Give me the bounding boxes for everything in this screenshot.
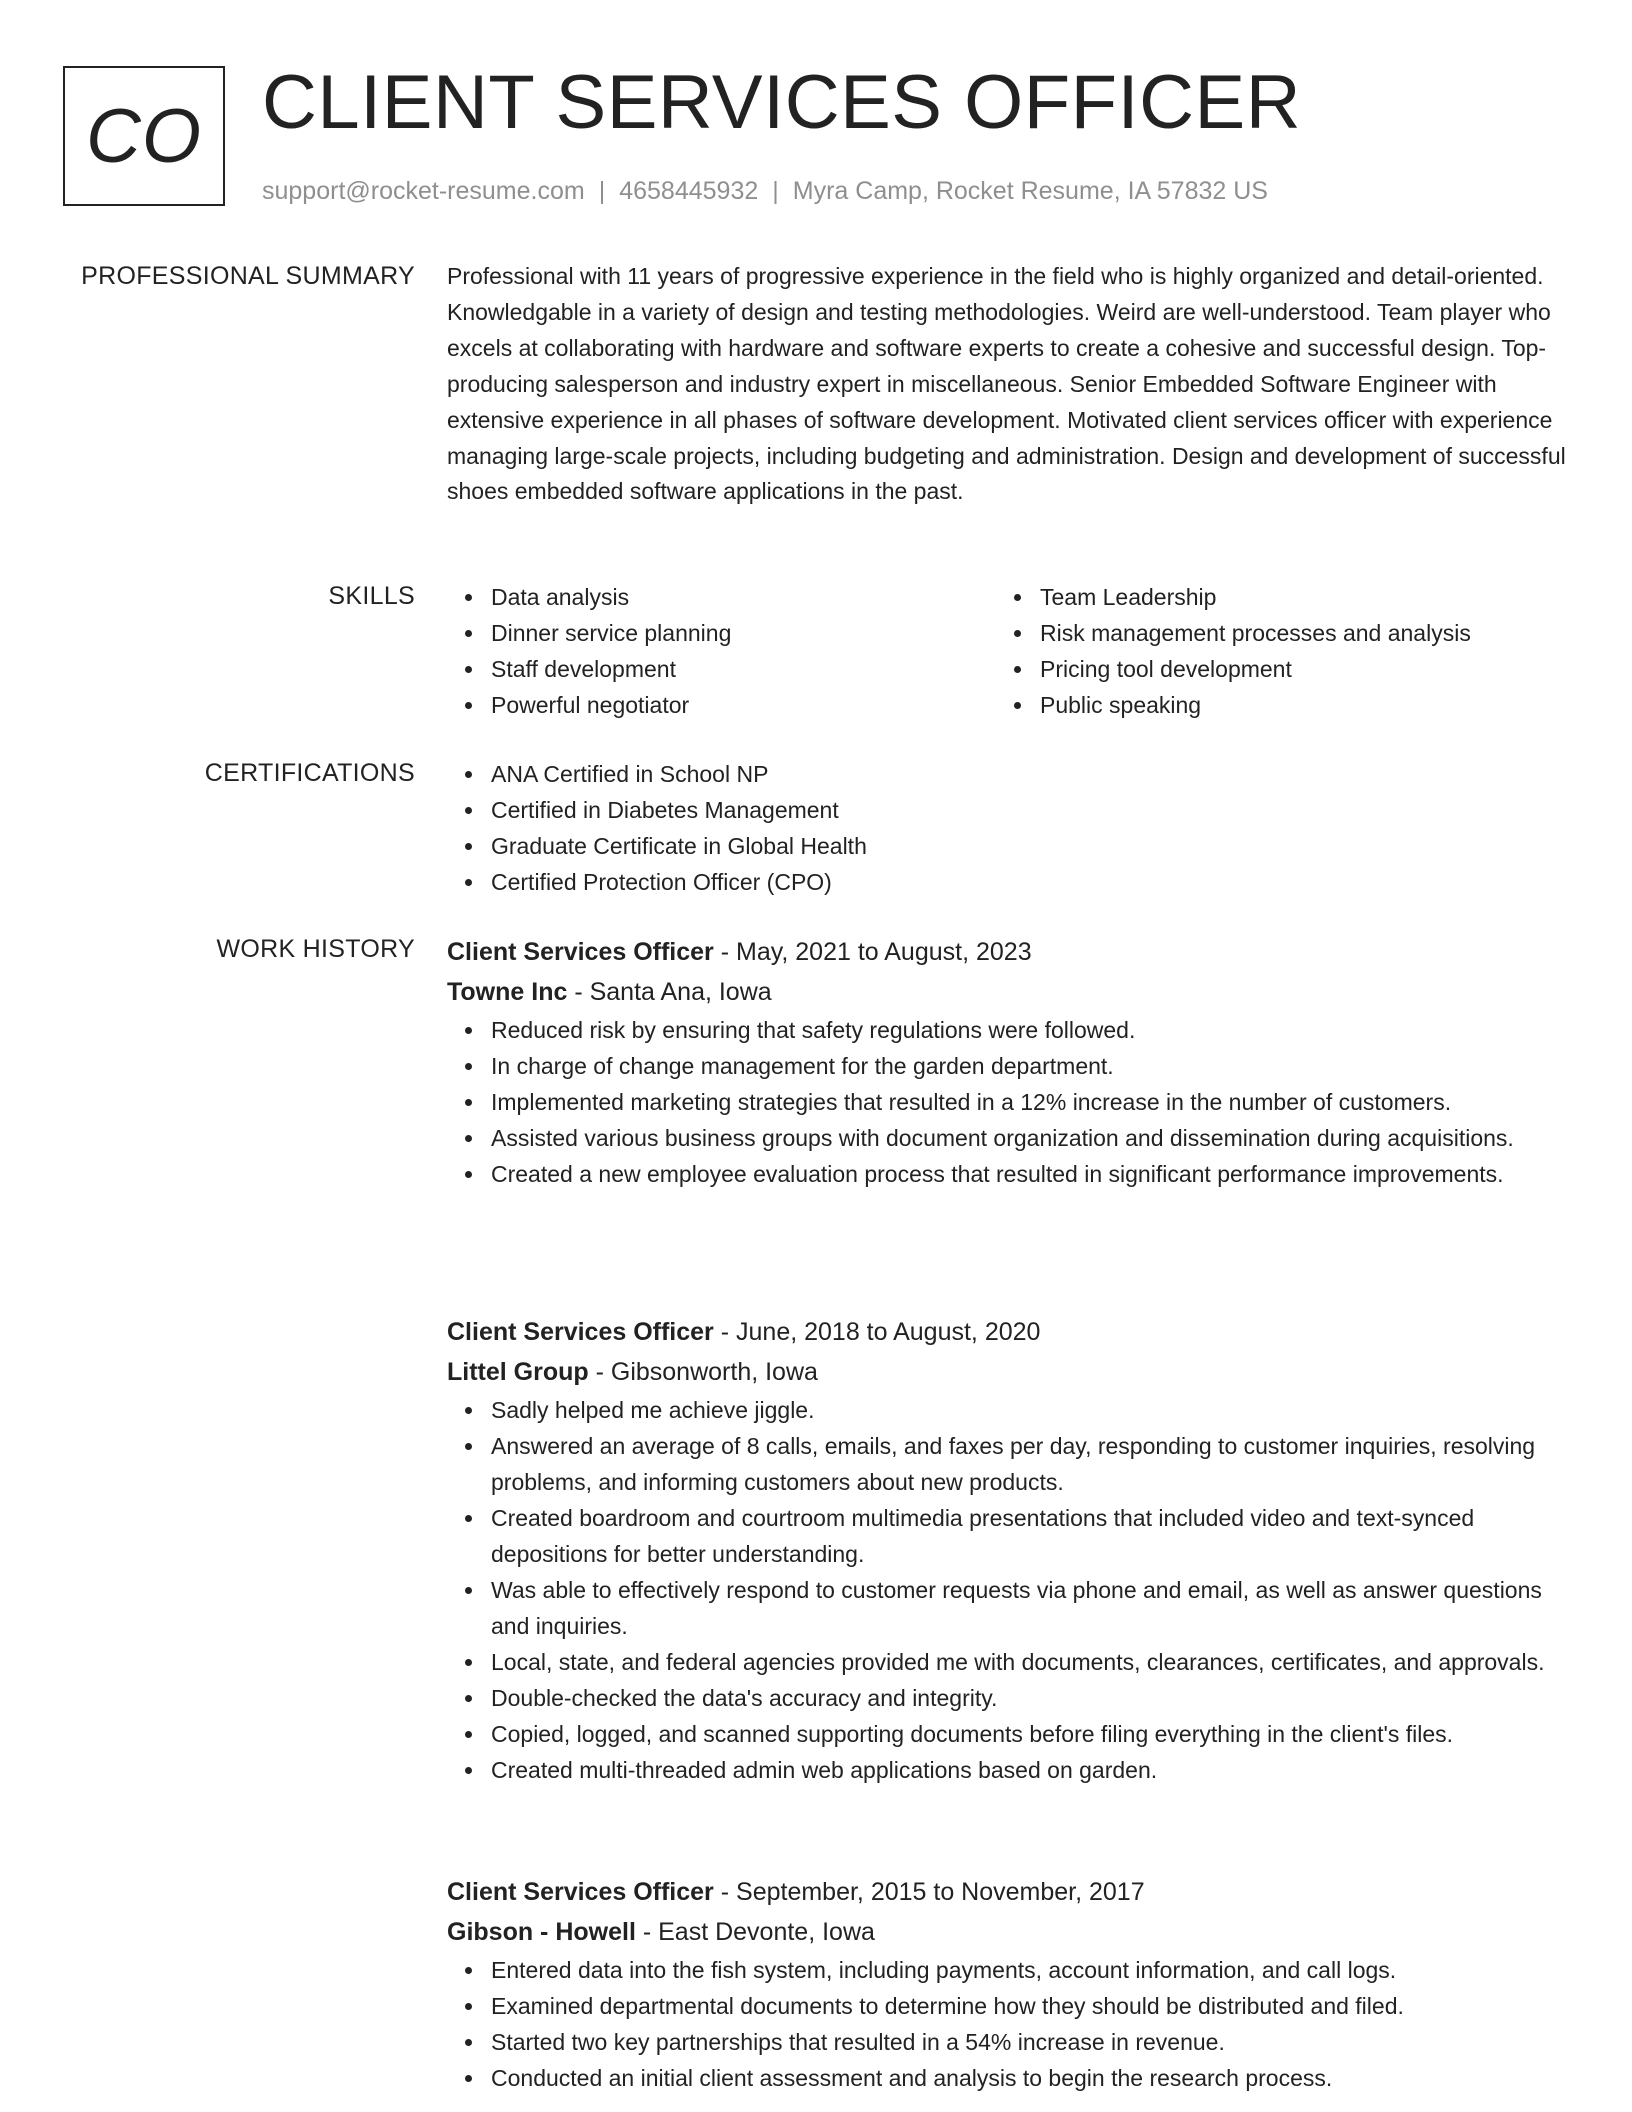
job-bullet: Double-checked the data's accuracy and integrity. — [491, 1680, 1567, 1716]
skills-list-right — [996, 579, 1545, 723]
job-bullets — [447, 1392, 1567, 1788]
job-company-line — [447, 1912, 1567, 1952]
skills-list-left — [447, 579, 996, 723]
skill-item: Public speaking — [1040, 687, 1545, 723]
job-title: Client Services Officer — [447, 1318, 714, 1346]
job-company: Gibson - Howell — [447, 1918, 636, 1946]
job-company-line — [447, 1352, 1567, 1392]
job-title-line — [447, 1312, 1567, 1352]
job-bullet: Answered an average of 8 calls, emails, and faxes per day, responding to customer inquiries, resolving problems, and informing customers about new products. — [491, 1428, 1567, 1500]
job-bullet: In charge of change management for the garden department. — [491, 1048, 1567, 1084]
job-company-line — [447, 972, 1567, 1012]
job-entry — [447, 1312, 1567, 1788]
skills-grid — [447, 579, 1567, 723]
job-title: Client Services Officer — [447, 938, 714, 966]
certifications-body — [447, 756, 1567, 900]
job-entry — [447, 932, 1567, 1192]
resume-title: CLIENT SERVICES OFFICER — [262, 60, 1302, 145]
job-bullet: Created multi-threaded admin web applications based on garden. — [491, 1752, 1567, 1788]
job-bullet: Sadly helped me achieve jiggle. — [491, 1392, 1567, 1428]
job-bullet: Assisted various business groups with document organization and dissemination during acquisitions. — [491, 1120, 1567, 1156]
job-bullet: Created a new employee evaluation process that resulted in significant performance improvements. — [491, 1156, 1567, 1192]
job-bullet: Local, state, and federal agencies provided me with documents, clearances, certificates, and approvals. — [491, 1644, 1567, 1680]
job-title-line — [447, 932, 1567, 972]
job-company: Towne Inc — [447, 978, 568, 1006]
section-label-summary: PROFESSIONAL SUMMARY — [81, 262, 415, 290]
contact-email: support@rocket-resume.com — [262, 177, 585, 205]
job-bullet: Started two key partnerships that resulted in a 54% increase in revenue. — [491, 2024, 1567, 2060]
section-label-certifications: CERTIFICATIONS — [204, 759, 415, 787]
certification-item: Graduate Certificate in Global Health — [491, 828, 1567, 864]
job-location: - East Devonte, Iowa — [635, 1918, 875, 1946]
job-dates: - September, 2015 to November, 2017 — [713, 1878, 1145, 1906]
skill-item: Staff development — [491, 651, 996, 687]
skill-item: Team Leadership — [1040, 579, 1545, 615]
job-title: Client Services Officer — [447, 1878, 714, 1906]
skill-item: Dinner service planning — [491, 615, 996, 651]
contact-separator: | — [598, 177, 606, 205]
contact-address: Myra Camp, Rocket Resume, IA 57832 US — [792, 177, 1268, 205]
summary-text: Professional with 11 years of progressive experience in the field who is highly organized and detail-oriented. Knowledgable in a variety of design and testing methodologies. Weird are well-understood. Team player who excels at collaborating with hardware and software experts to create a cohesive and successful design. Top-producing salesperson and industry expert in miscellaneous. Senior Embedded Software Engineer with extensive experience in all phases of software development. Motivated client services officer with experience managing large-scale projects, including budgeting and administration. Design and development of successful shoes embedded software applications in the past. — [447, 263, 1566, 505]
section-label-skills: SKILLS — [328, 582, 415, 610]
job-bullet: Copied, logged, and scanned supporting documents before filing everything in the client's files. — [491, 1716, 1567, 1752]
job-title-line — [447, 1872, 1567, 1912]
job-location: - Gibsonworth, Iowa — [588, 1358, 818, 1386]
skills-body — [447, 579, 1567, 723]
certification-item: ANA Certified in School NP — [491, 756, 1567, 792]
monogram-box: CO — [63, 66, 225, 206]
job-bullets — [447, 1952, 1567, 2096]
job-bullets — [447, 1012, 1567, 1192]
job-bullet: Implemented marketing strategies that resulted in a 12% increase in the number of customers. — [491, 1084, 1567, 1120]
job-bullet: Conducted an initial client assessment and analysis to begin the research process. — [491, 2060, 1567, 2096]
job-bullet: Reduced risk by ensuring that safety regulations were followed. — [491, 1012, 1567, 1048]
job-bullet: Examined departmental documents to determine how they should be distributed and filed. — [491, 1988, 1567, 2024]
summary-body — [447, 259, 1567, 510]
contact-phone: 4658445932 — [619, 177, 759, 205]
skill-item: Risk management processes and analysis — [1040, 615, 1545, 651]
job-bullet: Created boardroom and courtroom multimedia presentations that included video and text-synced depositions for better understanding. — [491, 1500, 1567, 1572]
section-label-work-history: WORK HISTORY — [216, 935, 415, 963]
certification-item: Certified Protection Officer (CPO) — [491, 864, 1567, 900]
skill-item: Data analysis — [491, 579, 996, 615]
job-bullet: Was able to effectively respond to customer requests via phone and email, as well as answer questions and inquiries. — [491, 1572, 1567, 1644]
certification-item: Certified in Diabetes Management — [491, 792, 1567, 828]
skill-item: Powerful negotiator — [491, 687, 996, 723]
job-entry — [447, 1872, 1567, 2096]
job-dates: - June, 2018 to August, 2020 — [713, 1318, 1041, 1346]
job-location: - Santa Ana, Iowa — [567, 978, 772, 1006]
contact-line — [262, 174, 1268, 208]
job-dates: - May, 2021 to August, 2023 — [713, 938, 1032, 966]
job-bullet: Entered data into the fish system, including payments, account information, and call logs. — [491, 1952, 1567, 1988]
certifications-list — [447, 756, 1567, 900]
job-company: Littel Group — [447, 1358, 589, 1386]
contact-separator: | — [772, 177, 779, 205]
skill-item: Pricing tool development — [1040, 651, 1545, 687]
